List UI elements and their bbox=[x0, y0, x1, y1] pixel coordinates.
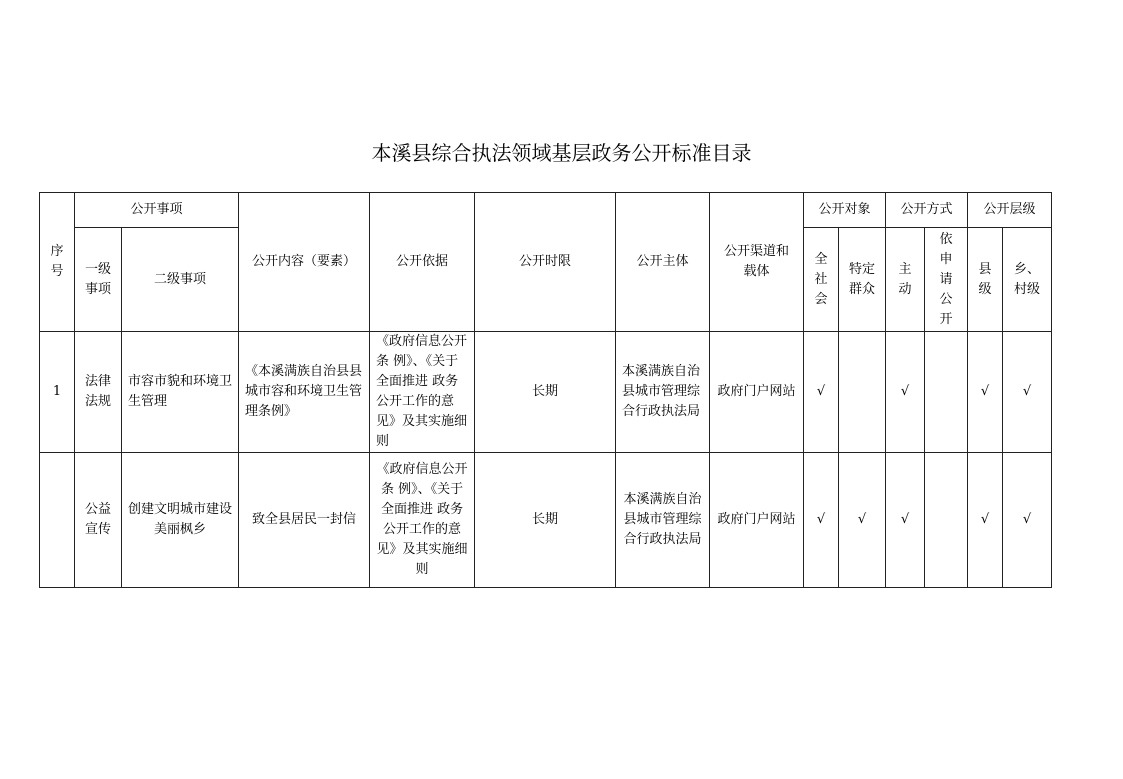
cell-subject: 本溪满族自治县城市管理综合行政执法局 bbox=[616, 332, 710, 453]
header-target-all: 全社会 bbox=[804, 228, 839, 332]
header-level-group: 公开层级 bbox=[968, 193, 1052, 228]
cell-seq: 1 bbox=[40, 332, 75, 453]
cell-deadline: 长期 bbox=[475, 332, 616, 453]
header-basis: 公开依据 bbox=[370, 193, 475, 332]
cell-basis: 《政府信息公开条 例》、《关于全面推进 政务公开工作的意 见》及其实施细则 bbox=[370, 332, 475, 453]
cell-target-all: √ bbox=[804, 453, 839, 588]
header-deadline: 公开时限 bbox=[475, 193, 616, 332]
cell-target-all: √ bbox=[804, 332, 839, 453]
cell-basis: 《政府信息公开条 例》、《关于全面推进 政务公开工作的意 见》及其实施细则 bbox=[370, 453, 475, 588]
cell-method-active: √ bbox=[886, 332, 925, 453]
cell-channel: 政府门户网站 bbox=[710, 332, 804, 453]
cell-level-town: √ bbox=[1003, 332, 1052, 453]
cell-level2: 创建文明城市建设美丽枫乡 bbox=[122, 453, 239, 588]
cell-level1: 公益宣传 bbox=[75, 453, 122, 588]
cell-channel: 政府门户网站 bbox=[710, 453, 804, 588]
header-subject: 公开主体 bbox=[616, 193, 710, 332]
cell-seq bbox=[40, 453, 75, 588]
table-row bbox=[40, 332, 1052, 453]
cell-target-specific: √ bbox=[839, 453, 886, 588]
header-row-1 bbox=[40, 193, 1052, 228]
cell-method-active: √ bbox=[886, 453, 925, 588]
cell-target-specific bbox=[839, 332, 886, 453]
cell-level-town: √ bbox=[1003, 453, 1052, 588]
cell-content: 《本溪满族自治县县城市容和环境卫生管理条例》 bbox=[239, 332, 370, 453]
header-item-l2: 二级事项 bbox=[122, 228, 239, 332]
header-target-specific: 特定群众 bbox=[839, 228, 886, 332]
header-content: 公开内容（要素） bbox=[239, 193, 370, 332]
catalog-table bbox=[39, 192, 1052, 588]
cell-level2: 市容市貌和环境卫生管理 bbox=[122, 332, 239, 453]
header-method-group: 公开方式 bbox=[886, 193, 968, 228]
cell-subject: 本溪满族自治县城市管理综合行政执法局 bbox=[616, 453, 710, 588]
header-method-active: 主动 bbox=[886, 228, 925, 332]
header-seq: 序号 bbox=[40, 193, 75, 332]
header-channel: 公开渠道和载体 bbox=[710, 193, 804, 332]
cell-deadline: 长期 bbox=[475, 453, 616, 588]
header-level-county: 县级 bbox=[968, 228, 1003, 332]
header-level-town: 乡、村级 bbox=[1003, 228, 1052, 332]
cell-level-county: √ bbox=[968, 453, 1003, 588]
header-method-request: 依申请公开 bbox=[925, 228, 968, 332]
header-target-group: 公开对象 bbox=[804, 193, 886, 228]
cell-level1: 法律法规 bbox=[75, 332, 122, 453]
table-row bbox=[40, 453, 1052, 588]
cell-level-county: √ bbox=[968, 332, 1003, 453]
cell-content: 致全县居民一封信 bbox=[239, 453, 370, 588]
header-item-l1: 一级事项 bbox=[75, 228, 122, 332]
cell-method-request bbox=[925, 332, 968, 453]
header-item-group: 公开事项 bbox=[75, 193, 239, 228]
page-title: 本溪县综合执法领域基层政务公开标准目录 bbox=[371, 141, 752, 165]
cell-method-request bbox=[925, 453, 968, 588]
